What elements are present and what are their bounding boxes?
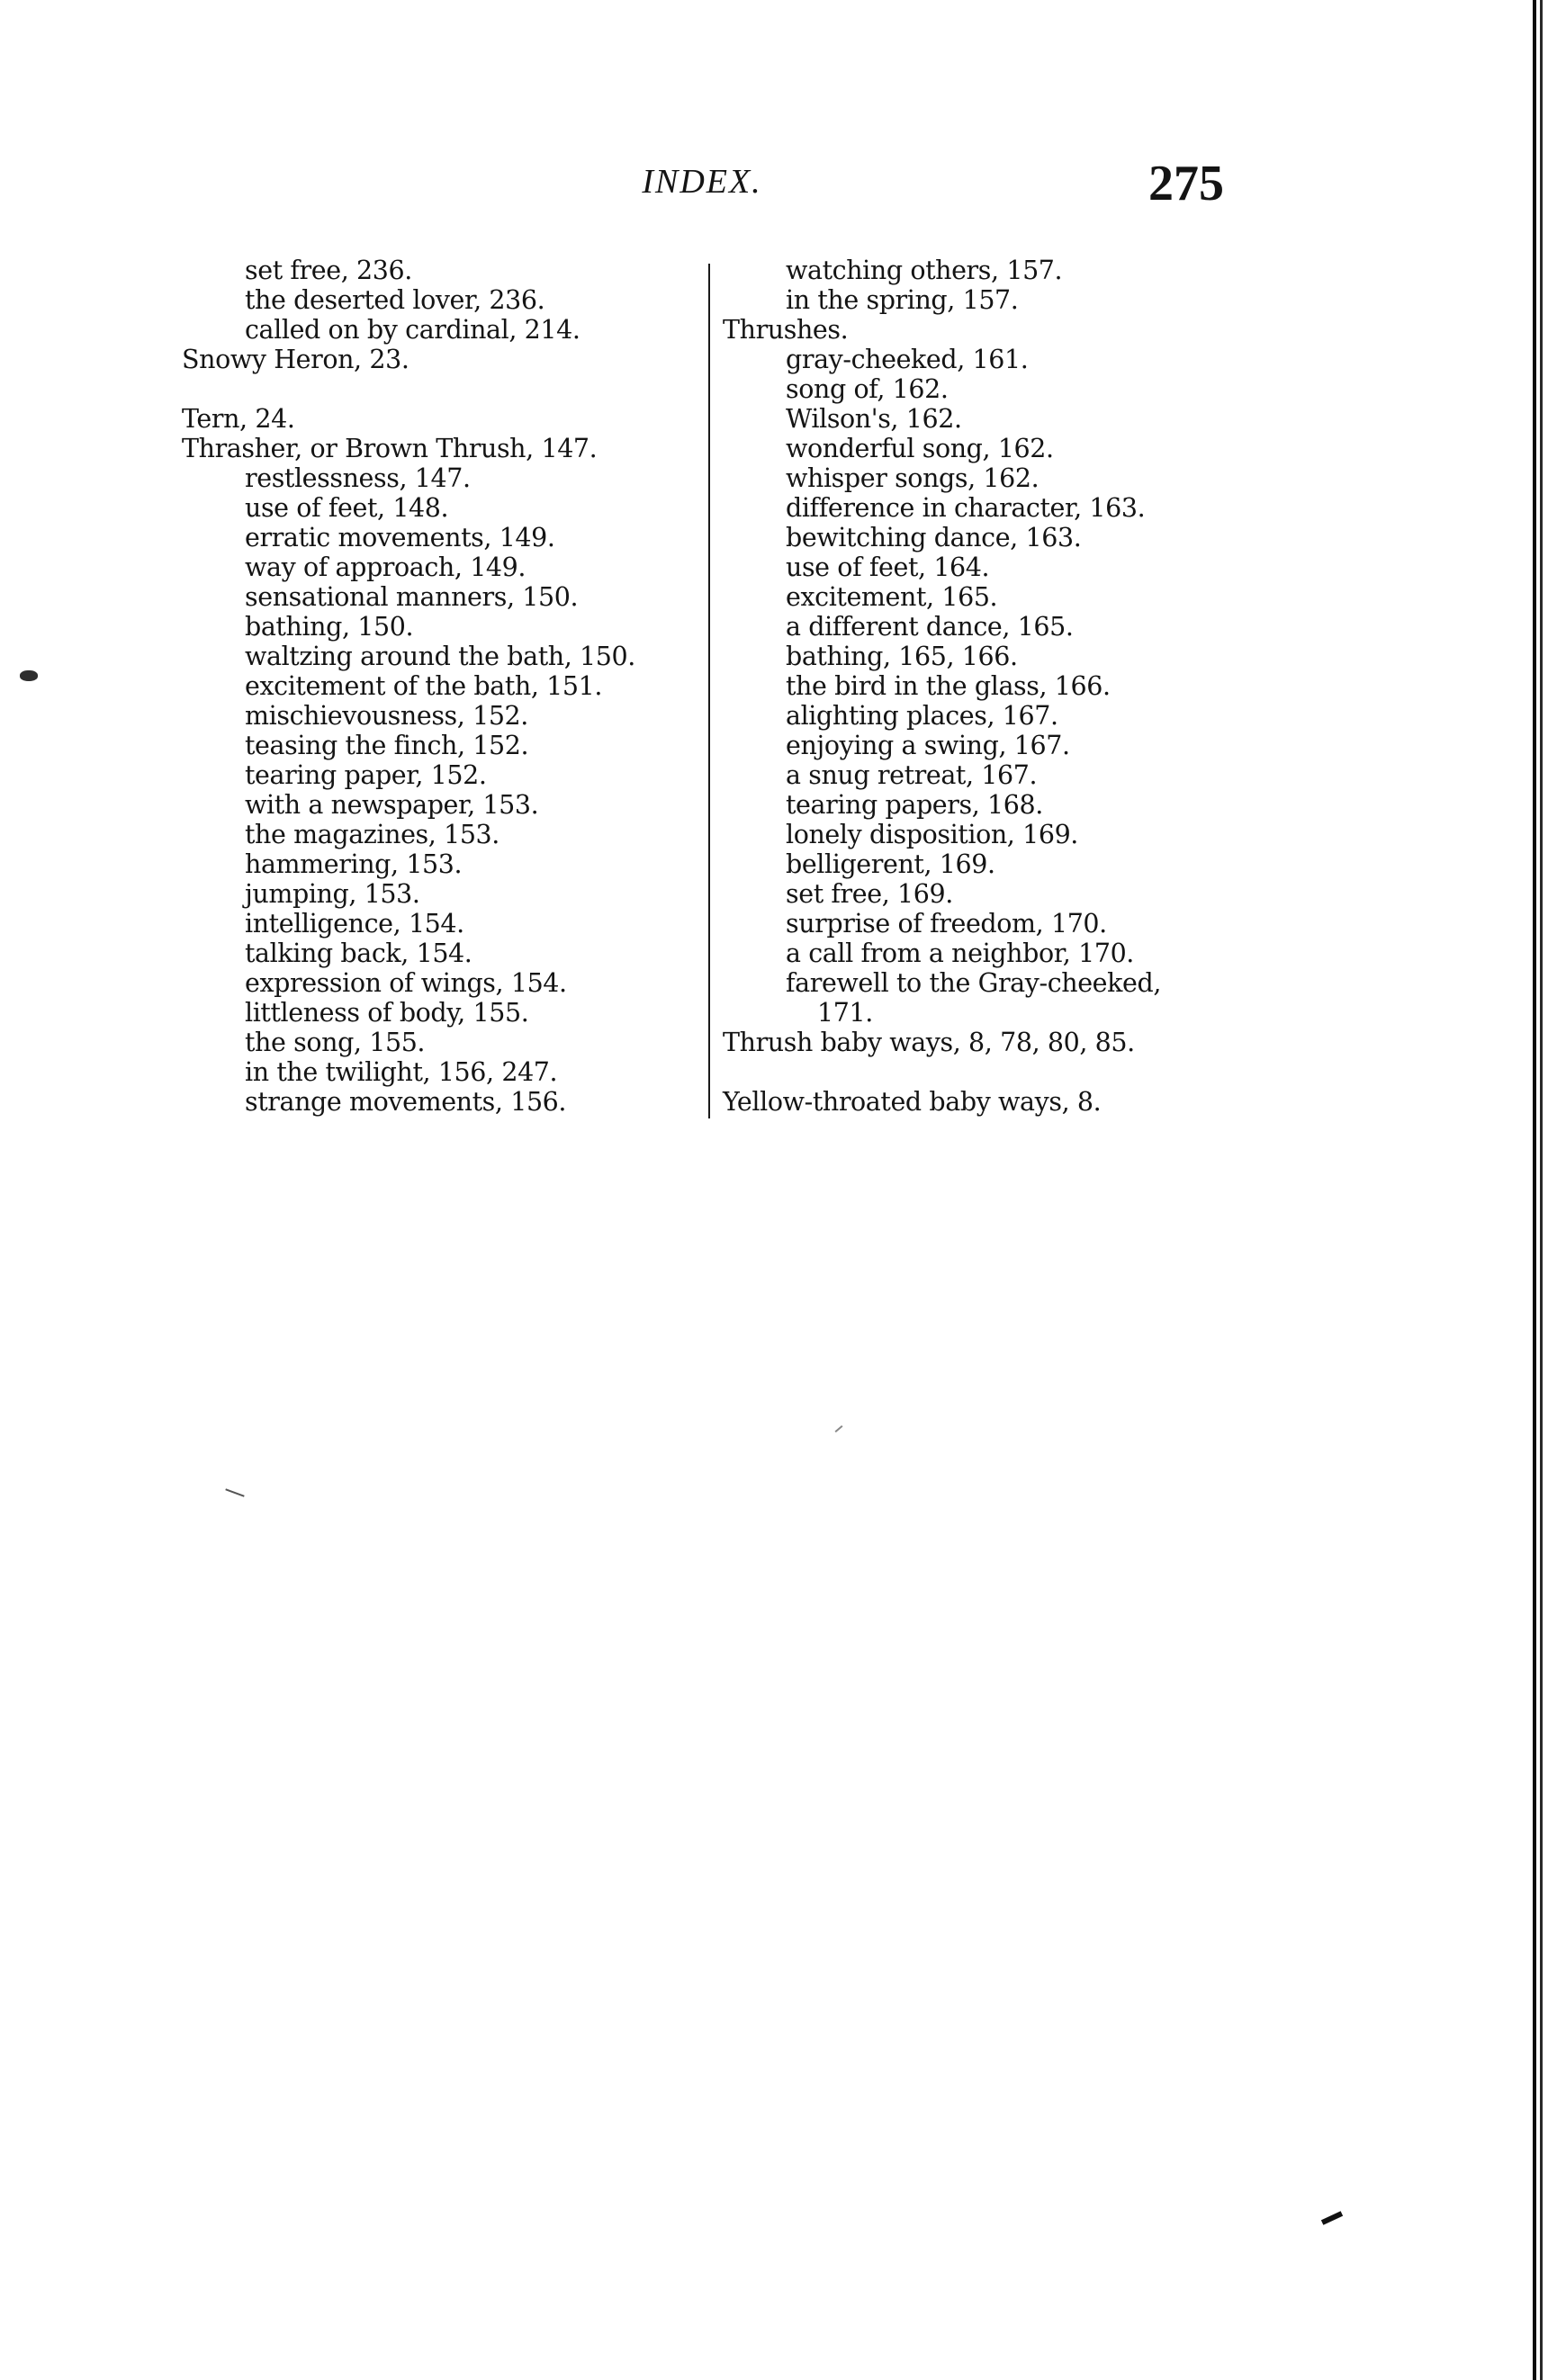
- index-sub-entry: a different dance, 165.: [786, 612, 1074, 642]
- page-edge-line: [1540, 0, 1543, 2380]
- running-title: INDEX.: [642, 163, 762, 201]
- ink-speck: [225, 1488, 244, 1496]
- index-column-left: [182, 256, 695, 1117]
- index-main-entry: Snowy Heron, 23.: [182, 345, 410, 374]
- index-sub-entry: set free, 236.: [245, 256, 412, 285]
- index-sub-entry: in the twilight, 156, 247.: [245, 1057, 558, 1087]
- index-sub-entry: expression of wings, 154.: [245, 968, 567, 998]
- index-sub-entry: use of feet, 148.: [245, 493, 449, 523]
- index-sub-entry: a snug retreat, 167.: [786, 760, 1038, 790]
- index-sub-entry: with a newspaper, 153.: [245, 790, 539, 820]
- index-column-right: [723, 256, 1200, 1117]
- index-sub-entry: wonderful song, 162.: [786, 434, 1054, 463]
- index-sub-entry: farewell to the Gray-cheeked,: [786, 968, 1161, 998]
- index-sub-entry: enjoying a swing, 167.: [786, 731, 1070, 760]
- index-sub-entry: bewitching dance, 163.: [786, 523, 1082, 552]
- index-sub-entry: song of, 162.: [786, 374, 949, 404]
- index-sub-entry: whisper songs, 162.: [786, 463, 1040, 493]
- index-main-entry: Thrushes.: [723, 315, 849, 345]
- index-sub-entry: intelligence, 154.: [245, 909, 464, 939]
- index-sub-entry: set free, 169.: [786, 879, 953, 909]
- index-sub-entry: Wilson's, 162.: [786, 404, 962, 434]
- page-edge-shadow: [1533, 0, 1536, 2380]
- ink-speck: [20, 670, 38, 681]
- index-main-entry: Tern, 24.: [182, 404, 295, 434]
- index-sub-entry: bathing, 165, 166.: [786, 642, 1018, 671]
- index-sub-entry: excitement of the bath, 151.: [245, 671, 603, 701]
- index-sub-entry: difference in character, 163.: [786, 493, 1146, 523]
- page-number: 275: [1148, 156, 1224, 211]
- index-sub-entry: alighting places, 167.: [786, 701, 1058, 731]
- index-sub-entry: belligerent, 169.: [786, 849, 995, 879]
- index-spacer: [182, 374, 695, 404]
- index-main-entry: Thrush baby ways, 8, 78, 80, 85.: [723, 1028, 1135, 1057]
- index-sub-entry: strange movements, 156.: [245, 1087, 567, 1117]
- index-sub-entry: use of feet, 164.: [786, 552, 990, 582]
- index-sub-entry: excitement, 165.: [786, 582, 998, 612]
- index-sub-entry: jumping, 153.: [245, 879, 420, 909]
- index-sub-entry: tearing paper, 152.: [245, 760, 487, 790]
- index-entry-continuation: 171.: [817, 998, 873, 1028]
- index-sub-entry: the deserted lover, 236.: [245, 285, 545, 315]
- index-sub-entry: in the spring, 157.: [786, 285, 1019, 315]
- index-sub-entry: waltzing around the bath, 150.: [245, 642, 635, 671]
- index-sub-entry: the bird in the glass, 166.: [786, 671, 1111, 701]
- index-sub-entry: hammering, 153.: [245, 849, 463, 879]
- index-sub-entry: teasing the finch, 152.: [245, 731, 529, 760]
- index-sub-entry: surprise of freedom, 170.: [786, 909, 1107, 939]
- index-sub-entry: a call from a neighbor, 170.: [786, 939, 1134, 968]
- index-sub-entry: gray-cheeked, 161.: [786, 345, 1029, 374]
- index-sub-entry: erratic movements, 149.: [245, 523, 555, 552]
- index-main-entry: Yellow-throated baby ways, 8.: [723, 1087, 1102, 1117]
- index-sub-entry: the magazines, 153.: [245, 820, 500, 849]
- index-sub-entry: sensational manners, 150.: [245, 582, 579, 612]
- index-sub-entry: tearing papers, 168.: [786, 790, 1043, 820]
- index-sub-entry: watching others, 157.: [786, 256, 1063, 285]
- index-spacer: [723, 1057, 1200, 1087]
- index-sub-entry: lonely disposition, 169.: [786, 820, 1078, 849]
- ink-speck: [835, 1425, 843, 1432]
- column-divider: [708, 264, 710, 1118]
- index-sub-entry: the song, 155.: [245, 1028, 426, 1057]
- index-sub-entry: littleness of body, 155.: [245, 998, 529, 1028]
- index-sub-entry: restlessness, 147.: [245, 463, 471, 493]
- index-sub-entry: called on by cardinal, 214.: [245, 315, 580, 345]
- index-sub-entry: way of approach, 149.: [245, 552, 526, 582]
- ink-mark: [1321, 2211, 1343, 2225]
- index-sub-entry: mischievousness, 152.: [245, 701, 528, 731]
- index-sub-entry: bathing, 150.: [245, 612, 414, 642]
- index-main-entry: Thrasher, or Brown Thrush, 147.: [182, 434, 598, 463]
- index-sub-entry: talking back, 154.: [245, 939, 472, 968]
